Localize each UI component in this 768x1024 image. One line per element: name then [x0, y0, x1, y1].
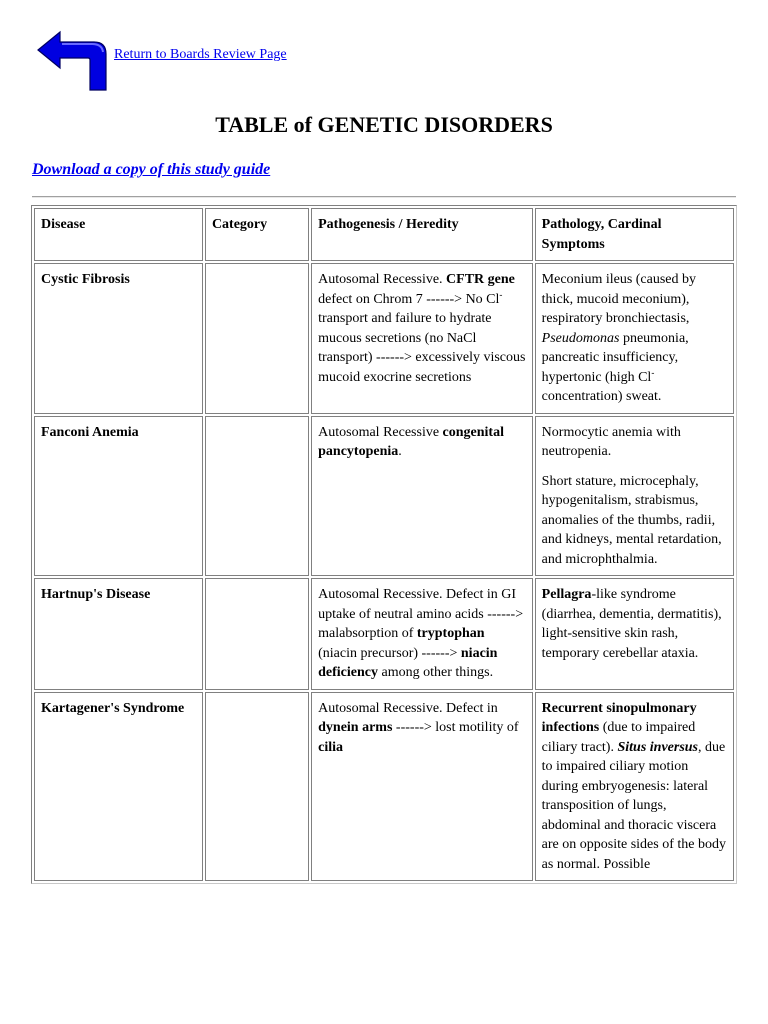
header-category: Category [205, 208, 309, 261]
page-title: TABLE of GENETIC DISORDERS [215, 112, 553, 137]
table-header-row [34, 208, 734, 261]
table-row [34, 692, 734, 882]
download-study-guide-link[interactable]: Download a copy of this study guide [32, 161, 271, 178]
table-row [34, 263, 734, 414]
symptoms-paragraph [542, 423, 727, 462]
disease-cell: Fanconi Anemia [34, 416, 203, 577]
text-run: pneumonia, pancreatic insufficiency, hypertonic (high Cl [541, 330, 689, 385]
text-run: niacin deficiency [318, 645, 498, 680]
text-run: tryptophan [416, 626, 485, 641]
category-cell [205, 263, 309, 414]
header-pathogenesis: Pathogenesis / Heredity [311, 208, 533, 261]
category-cell [205, 578, 309, 690]
text-run: Meconium ileus (caused by thick, mucoid meconium), respiratory bronchiectasis, [541, 272, 697, 326]
symptoms-paragraph [542, 472, 727, 570]
text-run: Autosomal Recessive. Defect in [318, 700, 498, 716]
symptoms-cell [535, 416, 734, 577]
text-run: - [499, 288, 503, 299]
genetic-disorders-table [31, 205, 737, 884]
header-disease: Disease [34, 208, 203, 261]
back-arrow-icon[interactable] [36, 30, 110, 92]
text-run: ------> lost motility of [392, 720, 519, 735]
disease-cell: Cystic Fibrosis [34, 263, 203, 414]
pathogenesis-paragraph [318, 270, 526, 387]
symptoms-paragraph [542, 699, 727, 875]
text-run: defect on Chrom 7 ------> No Cl [318, 291, 500, 307]
symptoms-cell [535, 263, 734, 414]
text-run: Pellagra [541, 587, 592, 602]
text-run: dynein arms [318, 720, 393, 735]
text-run: - [651, 366, 655, 377]
symptoms-paragraph [542, 270, 727, 407]
pathogenesis-paragraph [318, 699, 526, 758]
text-run: Autosomal Recessive. [318, 272, 447, 287]
header-symptoms: Pathology, Cardinal Symptoms [535, 208, 734, 261]
back-navigation[interactable] [36, 30, 110, 92]
text-run: transport and failure to hydrate mucous secretions (no NaCl transport) ------> excessively viscous mucoid exocrine secretions [318, 311, 526, 385]
text-run: Pseudomonas [541, 330, 620, 346]
symptoms-cell [535, 692, 734, 882]
text-run: (due to impaired ciliary tract). [541, 720, 696, 755]
pathogenesis-cell [311, 263, 533, 414]
pathogenesis-cell [311, 416, 533, 577]
text-run: Situs inversus [617, 739, 699, 755]
pathogenesis-paragraph [318, 585, 526, 683]
text-run: Autosomal Recessive. Defect in GI uptake of neutral amino acids ------> malabsorption of [318, 587, 524, 641]
text-run: concentration) sweat. [541, 389, 662, 404]
text-run: congenital pancytopenia [318, 424, 504, 459]
return-to-boards-link[interactable]: Return to Boards Review Page [114, 47, 287, 62]
horizontal-divider [32, 196, 736, 198]
genetic-disorders-table-container[interactable] [31, 205, 737, 1024]
pathogenesis-paragraph [318, 423, 526, 462]
text-run: -like syndrome (diarrhea, dementia, dermatitis), light-sensitive skin rash, temporary cerebellar ataxia. [541, 587, 722, 661]
pathogenesis-cell [311, 692, 533, 882]
pathogenesis-cell [311, 578, 533, 690]
text-run: among other things. [378, 665, 494, 680]
text-run: , due to impaired ciliary motion during embryogenesis: lateral transposition of lungs, abdominal and thoracic viscera are on opposite sides of the body as normal. Possible [541, 739, 726, 872]
disease-cell: Hartnup's Disease [34, 578, 203, 690]
text-run: cilia [318, 739, 344, 755]
table-row [34, 416, 734, 577]
text-run: Short stature, microcephaly, hypogenitalism, strabismus, anomalies of the thumbs, radii, and kidneys, mental retardation, and microphthalmia. [541, 473, 722, 567]
text-run: Autosomal Recessive [318, 424, 443, 440]
disease-cell: Kartagener's Syndrome [34, 692, 203, 882]
text-run: . [398, 444, 402, 459]
text-run: CFTR gene [446, 272, 515, 287]
symptoms-cell [535, 578, 734, 690]
category-cell [205, 416, 309, 577]
text-run: (niacin precursor) ------> [318, 645, 461, 661]
table-row [34, 578, 734, 690]
category-cell [205, 692, 309, 882]
text-run: Recurrent sinopulmonary infections [541, 700, 697, 735]
symptoms-paragraph [542, 585, 727, 663]
text-run: Normocytic anemia with neutropenia. [541, 424, 681, 459]
